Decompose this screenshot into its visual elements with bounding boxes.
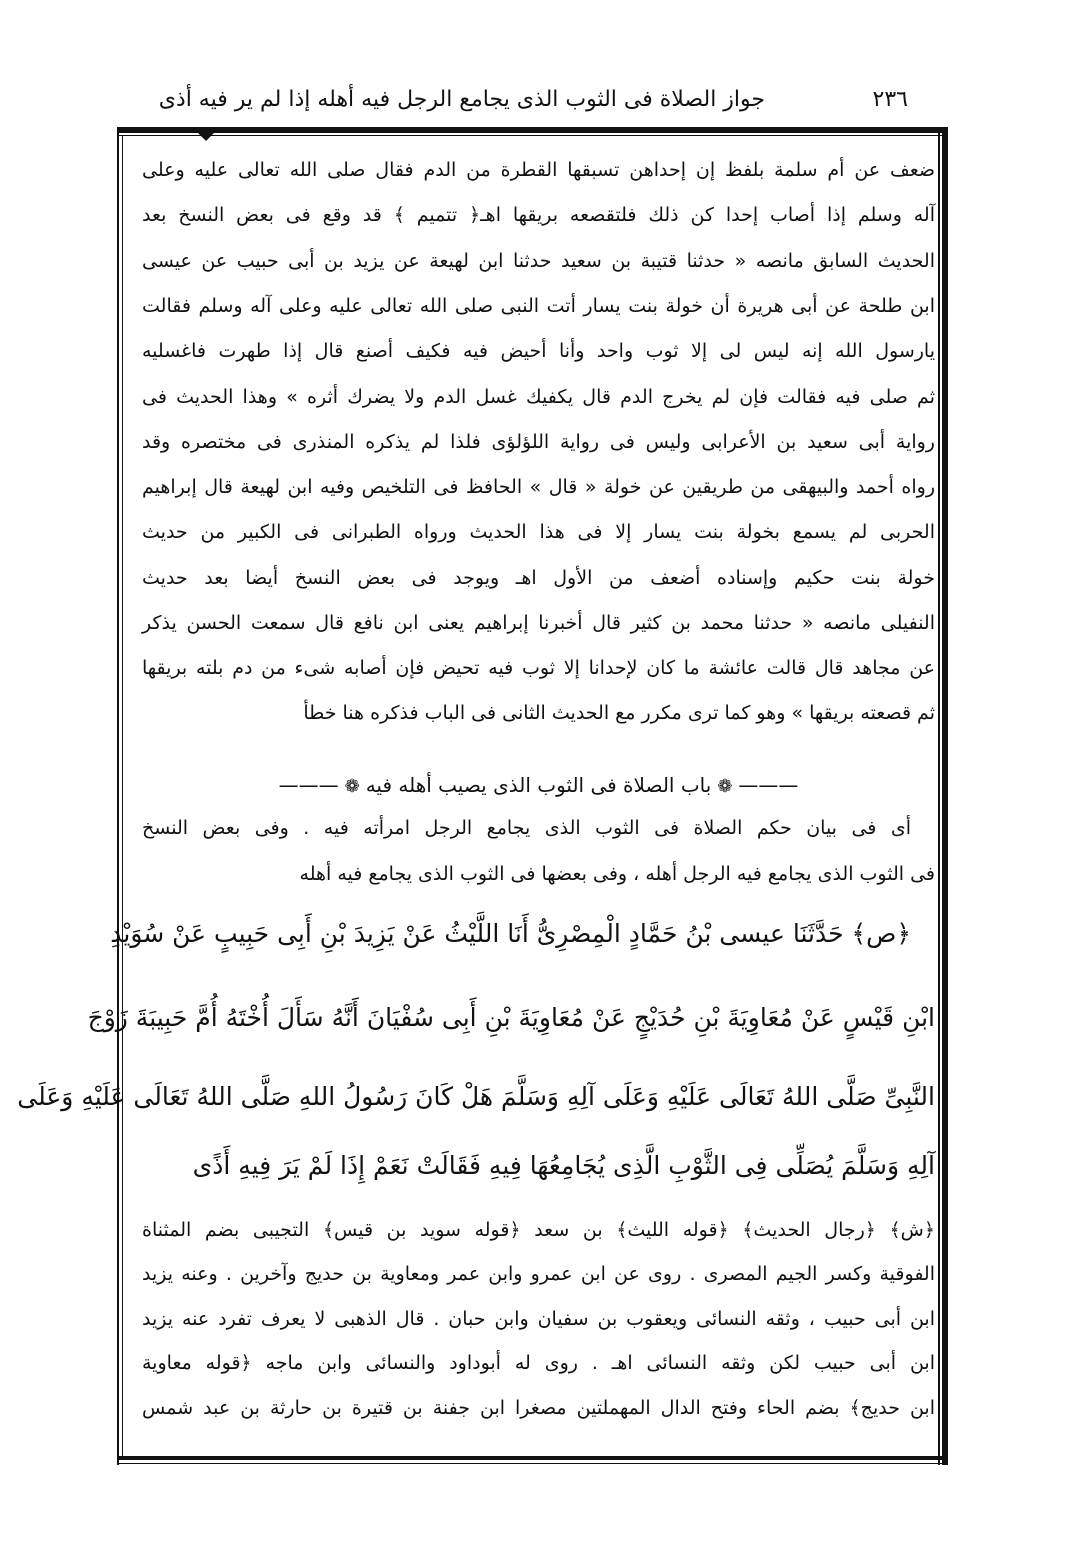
top-rule: [119, 127, 947, 133]
bottom-rule: [119, 1456, 947, 1460]
bottom-rule-thin: [119, 1463, 947, 1464]
text-line: رواه أحمد والبيهقى من طريقين عن خولة « قال » الحافظ فى التلخيص وفيه ابن لهيعة قال إبراهيم: [142, 476, 935, 498]
ornament-icon: ❁: [344, 776, 360, 797]
text-line: ابن حديج﴾ بضم الحاء وفتح الدال المهملتين مصغرا ابن جفنة بن قتيرة بن حارثة بن عبد شمس: [142, 1397, 935, 1419]
left-border-inner: [122, 135, 123, 1460]
hadith-line: ﴿ص﴾ حَدَّثَنَا عيسى بْنُ حَمَّادٍ الْمِصْرِىُّ أَنَا اللَّيْثُ عَنْ يَزِيدَ بْنِ أَبِى حَبِيبٍ عَنْ سُوَيْدِ: [110, 919, 911, 948]
text-line: عن مجاهد قال قالت عائشة ما كان لإحدانا إلا ثوب فيه تحيض فإن أصابه شىء من دم بلته بريقها: [142, 657, 935, 679]
hadith-line: آلِهِ وَسَلَّمَ يُصَلِّى فِى الثَّوْبِ الَّذِى يُجَامِعُهَا فِيهِ فَقَالَتْ نَعَمْ إِذَا لَمْ يَرَ فِيهِ أَذًى: [192, 1151, 935, 1180]
text-line: ﴿ش﴾ ﴿رجال الحديث﴾ ﴿قوله الليث﴾ بن سعد ﴿قوله سويد بن قيس﴾ التجيبى بضم المثناة: [142, 1219, 935, 1241]
text-line: ثم صلى فيه فقالت فإن لم يخرج الدم قال يكفيك غسل الدم ولا يضرك أثره » وهذا الحديث فى: [142, 386, 935, 408]
text-line: آله وسلم إذا أصاب إحدا كن ذلك فلتقصعه بريقها اهـ﴿ تتميم ﴾ قد وقع فى بعض النسخ بعد: [142, 204, 935, 226]
text-line: الفوقية وكسر الجيم المصرى . روى عن ابن عمرو وابن عمر ومعاوية بن حديج وآخرين . وعنه يزيد: [142, 1263, 935, 1285]
page-number: ٢٣٦: [872, 87, 908, 112]
ornament-icon: ❁: [717, 776, 733, 797]
running-title: جواز الصلاة فى الثوب الذى يجامع الرجل فيه أهله إذا لم ير فيه أذى: [158, 87, 765, 112]
text-line: ابن طلحة عن أبى هريرة أن خولة بنت يسار أتت النبى صلى الله تعالى عليه وعلى آله وسلم فقالت: [142, 295, 935, 317]
text-line: الحربى لم يسمع بخولة بنت يسار إلا فى هذا الحديث ورواه الطبرانى فى الكبير من حديث: [142, 521, 935, 543]
right-border-inner: [938, 127, 940, 1465]
text-line: رواية أبى سعيد بن الأعرابى وليس فى رواية اللؤلؤى فلذا لم يذكره المنذرى فى مختصره وقد: [142, 431, 935, 453]
text-line: ضعف عن أم سلمة بلفظ إن إحداهن تسبقها القطرة من الدم فقال صلى الله تعالى عليه وعلى: [142, 159, 935, 181]
text-line: خولة بنت حكيم وإسناده أضعف من الأول اهـ ويوجد فى بعض النسخ أيضا بعد حديث: [142, 567, 935, 589]
text-line: النفيلى مانصه « حدثنا محمد بن كثير قال أخبرنا إبراهيم يعنى ابن نافع قال سمعت الحسن يذكر: [142, 612, 935, 634]
chapter-title: باب الصلاة فى الثوب الذى يصيب أهله فيه: [365, 773, 712, 797]
hadith-line: ابْنِ قَيْسٍ عَنْ مُعَاوِيَةَ بْنِ حُدَيْجٍ عَنْ مُعَاوِيَةَ بْنِ أَبِى سُفْيَانَ أَنَّهُ سَأَلَ أُخْتَهُ أُمَّ حَبِيبَةَ زَوْجَ: [87, 1003, 935, 1032]
right-border: [942, 127, 948, 1465]
text-line: الحديث السابق مانصه « حدثنا قتيبة بن سعيد حدثنا ابن لهيعة عن يزيد بن أبى حبيب عن عيسى: [142, 250, 935, 272]
text-line: ابن أبى حبيب ، وثقه النسائى ويعقوب بن سفيان وابن حبان . قال الذهبى لا يعرف تفرد عنه يزيد: [142, 1308, 935, 1330]
hadith-line: النَّبِىِّ صَلَّى اللهُ تَعَالَى عَلَيْهِ وَعَلَى آلِهِ وَسَلَّمَ هَلْ كَانَ رَسُولُ اللهِ صَلَّى اللهُ تَعَالَى عَلَيْهِ وَعَلَى: [17, 1082, 935, 1111]
text-line: أى فى بيان حكم الصلاة فى الثوب الذى يجامع الرجل امرأته فيه . وفى بعض النسخ: [142, 817, 911, 839]
text-line: يارسول الله إنه ليس لى إلا ثوب واحد وأنا أحيض فيه فكيف أصنع قال إذا طهرت فاغسليه: [142, 340, 935, 362]
rule-marker-icon: [198, 133, 214, 141]
text-line: ثم قصعته بريقها » وهو كما ترى مكرر مع الحديث الثانى فى الباب فذكره هنا خطأ: [303, 702, 935, 724]
left-border: [117, 127, 119, 1465]
top-rule-thin: [119, 135, 947, 136]
text-line: فى الثوب الذى يجامع فيه الرجل أهله ، وفى بعضها فى الثوب الذى يجامع فيه أهله: [299, 863, 935, 885]
chapter-heading: ———❁باب الصلاة فى الثوب الذى يصيب أهله فيه❁———: [142, 765, 935, 805]
text-line: ابن أبى حبيب لكن وثقه النسائى اهـ . روى له أبوداود والنسائى وابن ماجه ﴿قوله معاوية: [142, 1352, 935, 1374]
